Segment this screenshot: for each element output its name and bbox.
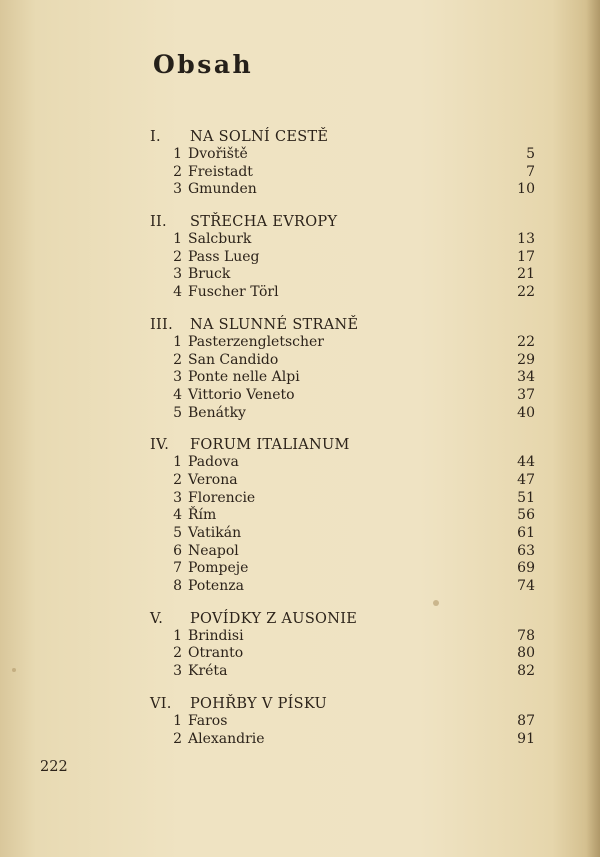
entry-title: Potenza	[188, 578, 244, 595]
toc-entry	[150, 560, 535, 578]
toc-entry	[150, 164, 535, 182]
toc-entry	[150, 663, 535, 681]
entry-title: Benátky	[188, 404, 246, 421]
entry-number: 2	[173, 471, 182, 488]
page-number: 222	[40, 759, 68, 775]
entry-title: Ponte nelle Alpi	[188, 369, 300, 386]
entry-number: 3	[173, 489, 182, 506]
toc-entry	[150, 352, 535, 370]
entry-number: 4	[173, 284, 182, 301]
toc-entry	[150, 405, 535, 423]
entry-page: 69	[517, 560, 535, 577]
section-heading	[150, 610, 535, 628]
entry-title: Pasterzengletscher	[188, 333, 324, 350]
entry-title: Bruck	[188, 266, 231, 283]
section-title: FORUM ITALIANUM	[190, 437, 350, 454]
toc-entry	[150, 181, 535, 199]
entry-title: Padova	[188, 454, 239, 471]
entry-page: 87	[517, 712, 535, 729]
table-of-contents	[150, 128, 535, 762]
entry-number: 3	[173, 369, 182, 386]
toc-entry	[150, 284, 535, 302]
section-title: STŘECHA EVROPY	[190, 214, 338, 231]
entry-page: 51	[517, 489, 535, 506]
entry-number: 1	[173, 146, 182, 162]
entry-number: 1	[173, 333, 182, 350]
entry-number: 2	[173, 248, 182, 265]
page-title: Obsah	[153, 50, 254, 79]
section-title: NA SLUNNÉ STRANĚ	[190, 316, 359, 333]
entry-page: 78	[517, 627, 535, 644]
toc-section	[150, 213, 535, 302]
entry-title: Gmunden	[188, 181, 257, 198]
entry-number: 2	[173, 163, 182, 180]
entry-number: 1	[173, 454, 182, 471]
entry-title: Freistadt	[188, 163, 253, 180]
toc-entry	[150, 490, 535, 508]
toc-entry	[150, 146, 535, 164]
entry-title: Verona	[188, 471, 238, 488]
paper-speck	[12, 668, 16, 672]
toc-entry	[150, 334, 535, 352]
entry-page: 91	[517, 730, 535, 747]
entry-number: 4	[173, 386, 182, 403]
entry-number: 5	[173, 404, 182, 421]
entry-page: 5	[526, 146, 535, 162]
entry-page: 47	[517, 471, 535, 488]
entry-page: 63	[517, 542, 535, 559]
entry-page: 44	[517, 454, 535, 471]
toc-entry	[150, 231, 535, 249]
entry-title: Brindisi	[188, 627, 244, 644]
toc-entry	[150, 387, 535, 405]
entry-page: 22	[517, 284, 535, 301]
toc-section	[150, 695, 535, 748]
entry-page: 56	[517, 507, 535, 524]
toc-entry	[150, 731, 535, 749]
entry-number: 4	[173, 507, 182, 524]
entry-title: Otranto	[188, 645, 244, 662]
entry-number: 3	[173, 266, 182, 283]
toc-entry	[150, 454, 535, 472]
toc-entry	[150, 645, 535, 663]
section-numeral: VI.	[150, 695, 172, 712]
entry-number: 2	[173, 645, 182, 662]
toc-section	[150, 128, 535, 199]
toc-entry	[150, 266, 535, 284]
page-gutter-shadow	[586, 0, 600, 857]
entry-title: Neapol	[188, 542, 239, 559]
section-numeral: V.	[150, 610, 164, 627]
section-numeral: III.	[150, 316, 173, 333]
entry-number: 8	[173, 578, 182, 595]
toc-entry	[150, 628, 535, 646]
entry-page: 13	[517, 231, 535, 248]
toc-entry	[150, 525, 535, 543]
entry-title: Pompeje	[188, 560, 249, 577]
entry-title: Vatikán	[188, 525, 242, 541]
entry-title: Dvořiště	[188, 146, 248, 162]
entry-title: Faros	[188, 712, 228, 729]
entry-title: San Candido	[188, 351, 279, 368]
toc-entry	[150, 543, 535, 561]
section-title: NA SOLNÍ CESTĚ	[190, 129, 329, 145]
entry-page: 61	[517, 525, 535, 541]
entry-page: 40	[517, 404, 535, 421]
entry-title: Florencie	[188, 489, 256, 506]
entry-number: 5	[173, 525, 182, 541]
entry-page: 74	[517, 578, 535, 595]
entry-number: 2	[173, 351, 182, 368]
toc-entry	[150, 507, 535, 525]
entry-page: 10	[517, 181, 535, 198]
entry-number: 2	[173, 730, 182, 747]
entry-page: 34	[517, 369, 535, 386]
entry-number: 7	[173, 560, 182, 577]
section-numeral: IV.	[150, 437, 170, 454]
section-numeral: I.	[150, 129, 161, 145]
entry-page: 80	[517, 645, 535, 662]
section-heading	[150, 695, 535, 713]
entry-title: Kréta	[188, 663, 228, 680]
toc-entry	[150, 249, 535, 267]
section-title: POHŘBY V PÍSKU	[190, 695, 328, 712]
entry-page: 7	[526, 163, 535, 180]
entry-page: 37	[517, 386, 535, 403]
entry-title: Salcburk	[188, 231, 252, 248]
entry-number: 3	[173, 663, 182, 680]
section-numeral: II.	[150, 214, 167, 231]
section-heading	[150, 128, 535, 146]
entry-title: Řím	[188, 507, 217, 524]
toc-entry	[150, 578, 535, 596]
entry-page: 17	[517, 248, 535, 265]
section-title: POVÍDKY Z AUSONIE	[190, 610, 358, 627]
toc-section	[150, 316, 535, 422]
entry-title: Vittorio Veneto	[188, 386, 295, 403]
entry-title: Fuscher Törl	[188, 284, 279, 301]
toc-entry	[150, 713, 535, 731]
entry-page: 22	[517, 333, 535, 350]
entry-number: 1	[173, 712, 182, 729]
entry-number: 6	[173, 542, 182, 559]
section-heading	[150, 213, 535, 231]
entry-page: 82	[517, 663, 535, 680]
entry-number: 1	[173, 627, 182, 644]
entry-number: 1	[173, 231, 182, 248]
toc-entry	[150, 369, 535, 387]
entry-page: 29	[517, 351, 535, 368]
section-heading	[150, 316, 535, 334]
section-heading	[150, 436, 535, 454]
toc-entry	[150, 472, 535, 490]
entry-title: Pass Lueg	[188, 248, 260, 265]
toc-section	[150, 610, 535, 681]
toc-section	[150, 436, 535, 596]
entry-title: Alexandrie	[188, 730, 265, 747]
entry-number: 3	[173, 181, 182, 198]
entry-page: 21	[517, 266, 535, 283]
